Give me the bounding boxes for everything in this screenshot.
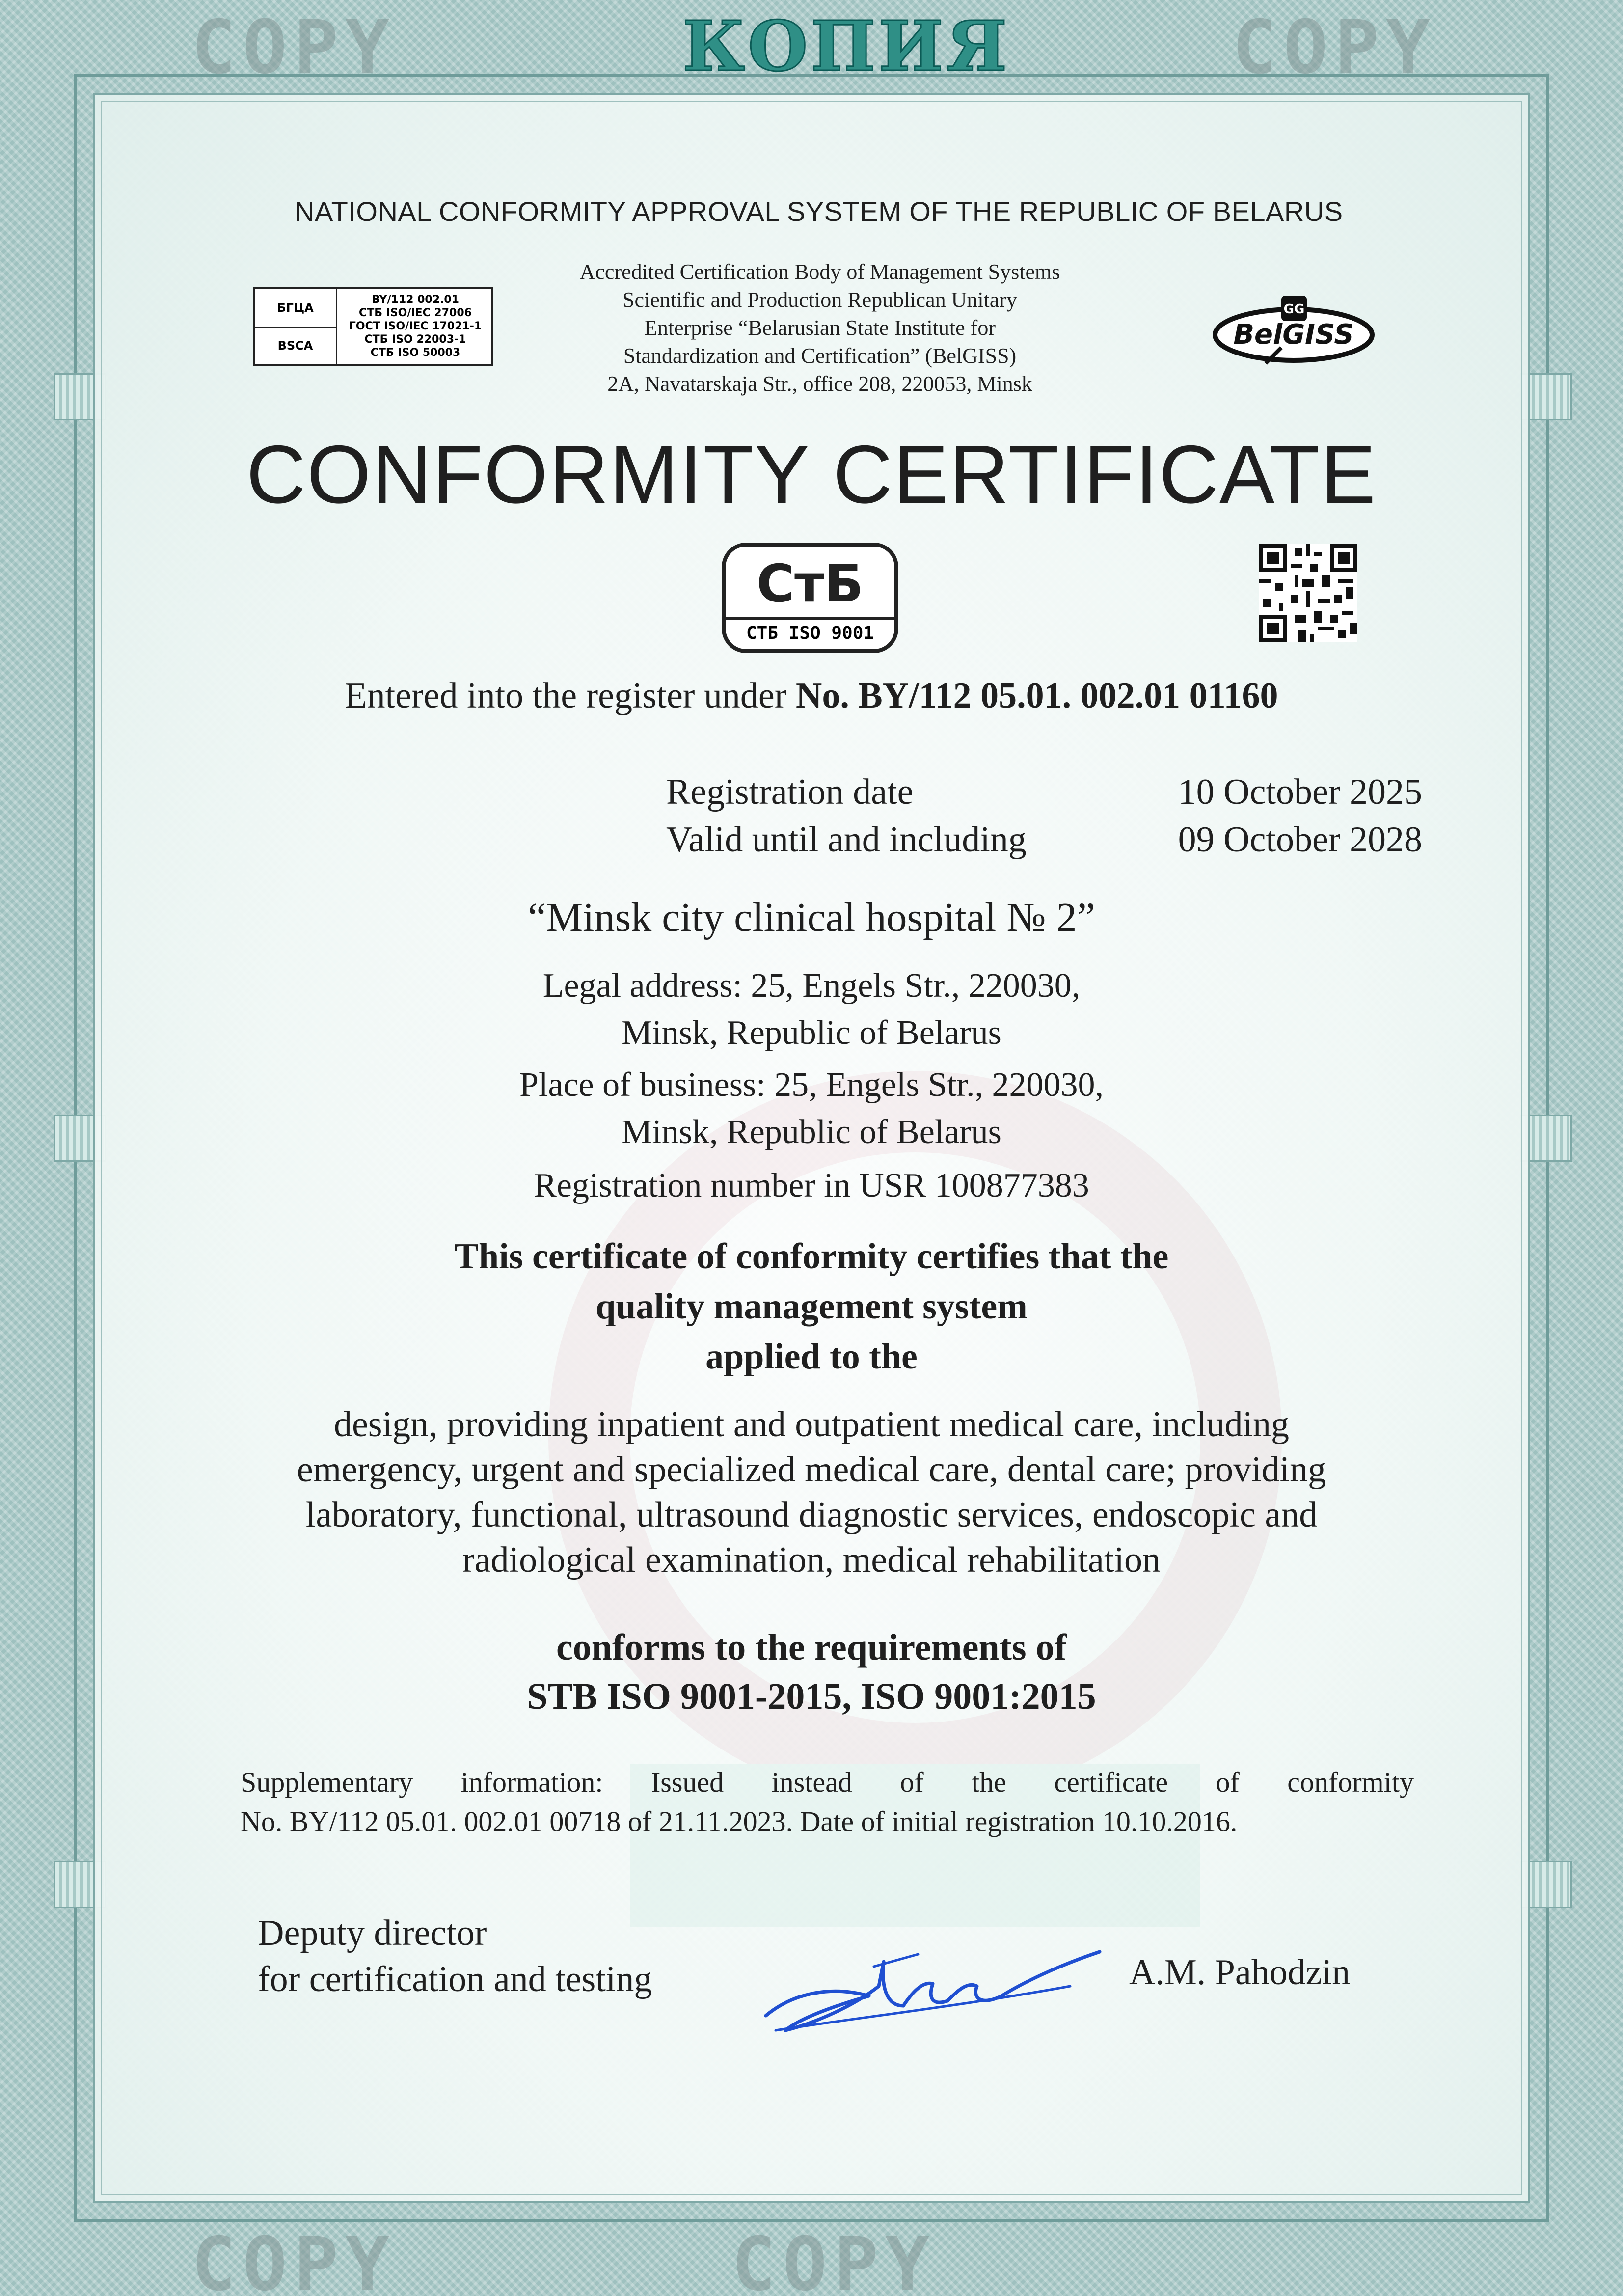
legal-address <box>147 962 1476 1057</box>
badge-standard: ГОСТ ISO/IEC 17021-1 <box>349 320 482 332</box>
badge-standard: СТБ ISO 22003-1 <box>364 333 466 346</box>
signatory-position-line: Deputy director <box>258 1913 487 1953</box>
supplementary-information <box>241 1763 1414 1841</box>
supplementary-line: No. BY/112 05.01. 002.01 00718 of 21.11.2023. Date of initial registration 10.10.2016. <box>241 1805 1238 1837</box>
register-entry <box>147 675 1476 717</box>
business-address-line: Place of business: 25, Engels Str., 220030, <box>519 1066 1104 1104</box>
copy-watermark: COPY <box>1232 5 1437 90</box>
scope-line: design, providing inpatient and outpatient medical care, including <box>333 1404 1290 1445</box>
accreditation-body-info <box>540 258 1100 398</box>
legal-address-line: Legal address: 25, Engels Str., 220030, <box>542 967 1081 1005</box>
belgiss-logo-text: BelGISS <box>1233 319 1354 351</box>
scope-line: laboratory, functional, ultrasound diagnostic services, endoscopic and <box>305 1495 1318 1535</box>
registration-date-label: Registration date <box>666 772 914 812</box>
business-address-line: Minsk, Republic of Belarus <box>622 1113 1001 1151</box>
scope-of-certification <box>147 1402 1476 1583</box>
belgiss-logo <box>1208 290 1380 368</box>
business-address <box>147 1062 1476 1156</box>
copy-watermark: COPY <box>191 5 397 90</box>
register-number: No. BY/112 05.01. 002.01 01160 <box>795 676 1278 716</box>
statement-line: quality management system <box>595 1286 1028 1327</box>
badge-label-top: БГЦА <box>255 289 337 328</box>
accreditation-line: Enterprise “Belarusian State Institute for <box>644 316 996 340</box>
signatory-position <box>258 1910 652 2002</box>
accreditation-line: Scientific and Production Republican Unitary <box>622 288 1018 312</box>
conformity-standard <box>147 1623 1476 1721</box>
legal-address-line: Minsk, Republic of Belarus <box>622 1014 1001 1052</box>
badge-standard: СТБ ISO 50003 <box>370 347 460 359</box>
statement-line: This certificate of conformity certifies that the <box>454 1236 1169 1277</box>
signatory-name: A.M. Pahodzin <box>1129 1952 1351 1993</box>
valid-until-value: 09 October 2028 <box>1178 820 1422 860</box>
holder-name: “Minsk city clinical hospital № 2” <box>528 895 1095 940</box>
validity-block <box>666 768 1422 864</box>
copy-watermark: COPY <box>191 2222 397 2296</box>
badge-standard: СТБ ISO/IEC 27006 <box>359 307 472 319</box>
badge-standards <box>339 293 491 359</box>
badge-standard: BY/112 002.01 <box>371 294 459 306</box>
certificate-title: CONFORMITY CERTIFICATE <box>246 428 1377 520</box>
svg-text:GG: GG <box>1283 302 1305 317</box>
qr-code <box>1259 544 1357 642</box>
handwritten-signature <box>756 1932 1109 2045</box>
usr-registration-number: Registration number in USR 100877383 <box>534 1167 1089 1204</box>
national-system-title: NATIONAL CONFORMITY APPROVAL SYSTEM OF THE REPUBLIC OF BELARUS <box>295 196 1343 227</box>
stb-mark-symbol: СтБ <box>757 554 864 614</box>
register-entry-prefix: Entered into the register under <box>345 676 796 716</box>
copy-stamp: КОПИЯ <box>682 6 1010 87</box>
scope-line: emergency, urgent and specialized medical care, dental care; providing <box>297 1449 1326 1490</box>
copy-watermark: COPY <box>731 2222 937 2296</box>
accreditation-line: Accredited Certification Body of Management Systems <box>579 260 1060 284</box>
signatory-position-line: for certification and testing <box>258 1959 652 1999</box>
accreditation-badge <box>253 287 493 366</box>
stb-iso-9001-mark <box>722 543 898 653</box>
accreditation-line: 2A, Navatarskaja Str., office 208, 220053, Minsk <box>607 372 1032 396</box>
valid-until-label: Valid until and including <box>666 820 1027 860</box>
certification-statement <box>147 1231 1476 1382</box>
accreditation-line: Standardization and Certification” (BelGISS) <box>623 344 1017 368</box>
badge-label-bottom: BSCA <box>255 327 337 364</box>
scope-line: radiological examination, medical rehabilitation <box>462 1540 1161 1580</box>
stb-mark-text: СТБ ISO 9001 <box>726 617 894 649</box>
statement-line: applied to the <box>705 1337 918 1377</box>
conforms-line: conforms to the requirements of <box>556 1627 1067 1668</box>
conforms-line: STB ISO 9001-2015, ISO 9001:2015 <box>527 1676 1096 1717</box>
registration-date-value: 10 October 2025 <box>1178 772 1422 812</box>
supplementary-line: Supplementary information: Issued instead of the certificate of conformity <box>241 1766 1414 1798</box>
